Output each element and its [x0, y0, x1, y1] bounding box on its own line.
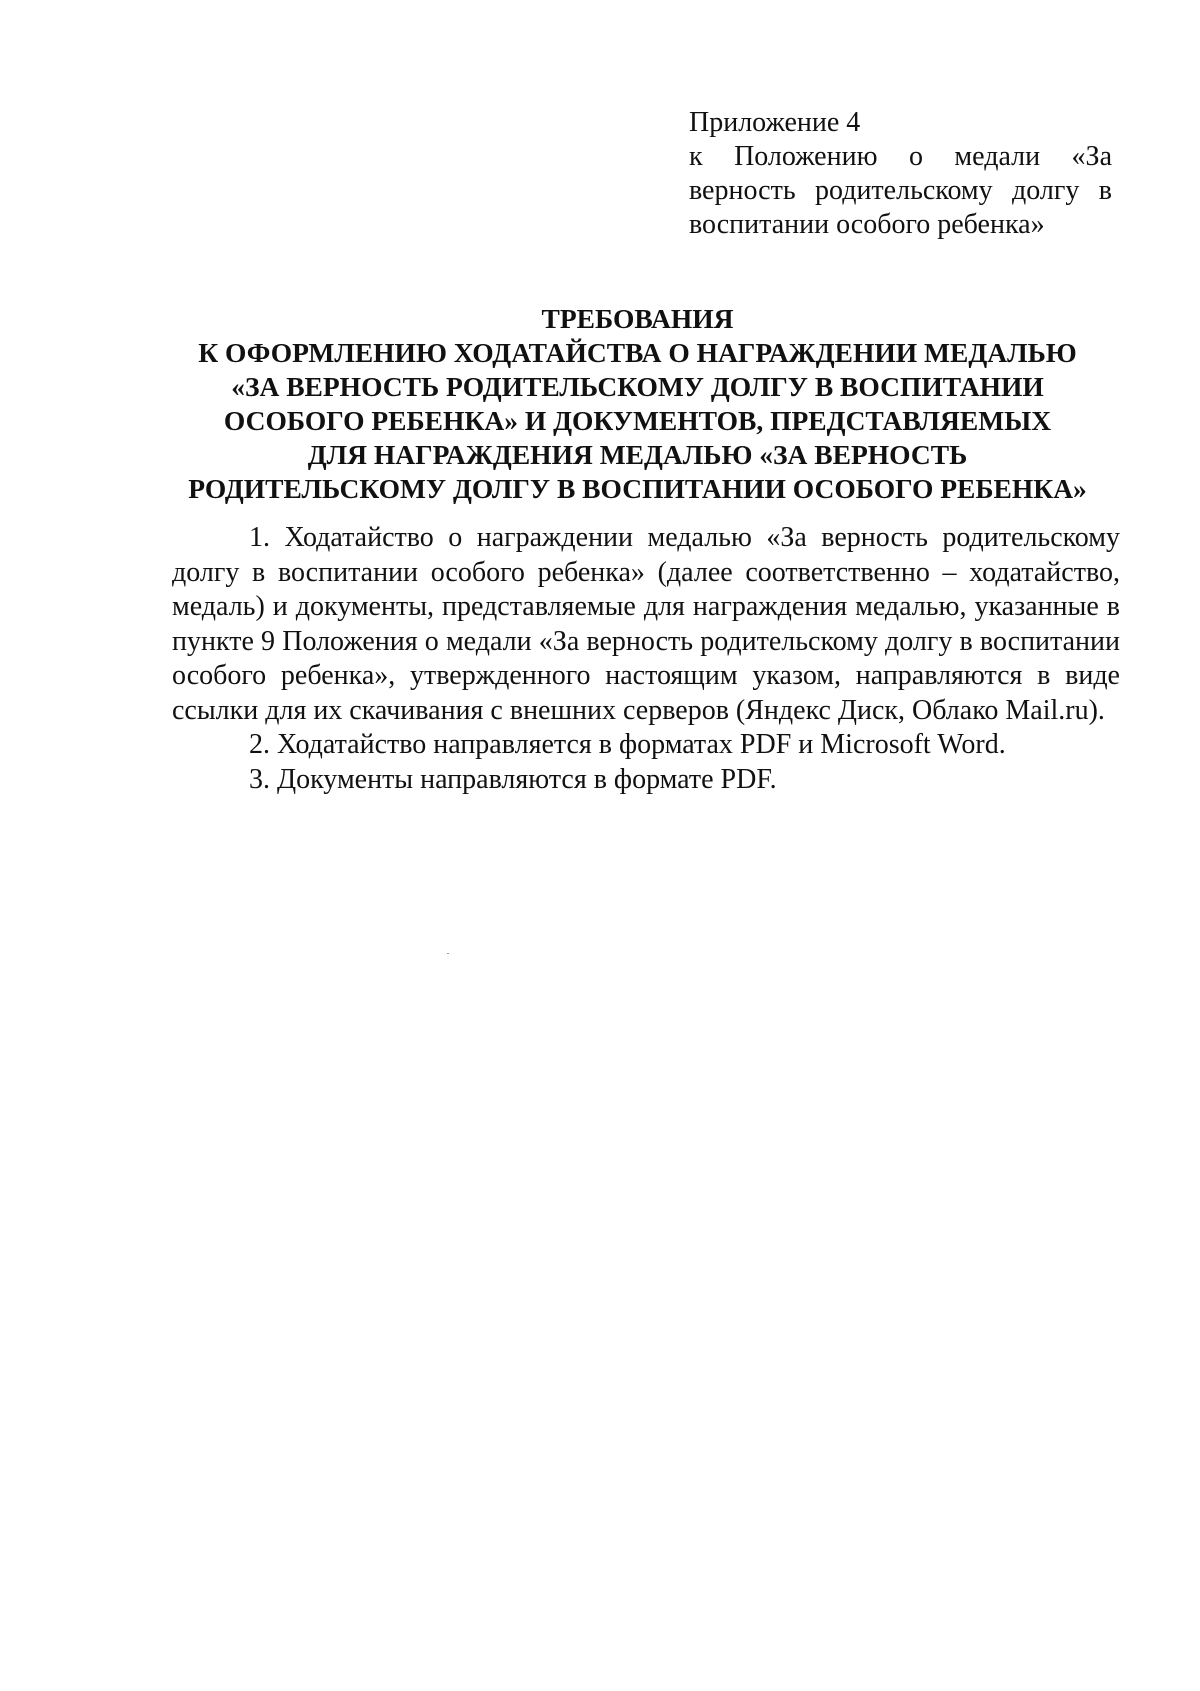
- appendix-number: Приложение 4: [689, 107, 861, 138]
- title-line: К ОФОРМЛЕНИЮ ХОДАТАЙСТВА О НАГРАЖДЕНИИ МЕДАЛЬЮ: [198, 337, 1077, 368]
- title-line: ОСОБОГО РЕБЕНКА» И ДОКУМЕНТОВ, ПРЕДСТАВЛЯЕМЫХ: [223, 405, 1052, 436]
- paragraph-item-2: 2. Ходатайство направляется в форматах PDF и Microsoft Word.: [249, 729, 1006, 760]
- appendix-reference-line: верность родительскому долгу в: [689, 175, 1112, 206]
- paragraph-item-1: 1. Ходатайство о награждении медалью «За верность родительскому долгу в воспитании особого ребенка» (далее соответственно – ходатайство, медаль) и документы, представляемые для награждения медалью, указанные в пункте 9 Положения о медали «За верность родительскому долгу в воспитании особого ребенка», утвержденного настоящим указом, направляются в виде ссылки для их скачивания с внешних серверов (Яндекс Диск, Облако Mail.ru).: [172, 522, 1120, 726]
- title-line: ДЛЯ НАГРАЖДЕНИЯ МЕДАЛЬЮ «ЗА ВЕРНОСТЬ: [307, 439, 968, 470]
- appendix-reference-line: к Положению о медали «За: [689, 141, 1112, 172]
- title-line: РОДИТЕЛЬСКОМУ ДОЛГУ В ВОСПИТАНИИ ОСОБОГО РЕБЕНКА»: [188, 473, 1087, 504]
- appendix-note: [689, 106, 1112, 242]
- appendix-reference-line: воспитании особого ребенка»: [689, 209, 1045, 240]
- title-line: «ЗА ВЕРНОСТЬ РОДИТЕЛЬСКОМУ ДОЛГУ В ВОСПИТАНИИ: [231, 371, 1044, 402]
- paragraph-item-3: 3. Документы направляются в формате PDF.: [249, 763, 777, 795]
- document-body: [172, 521, 1120, 797]
- document-title: [150, 302, 1125, 506]
- scan-speck: [447, 953, 449, 954]
- title-line: ТРЕБОВАНИЯ: [541, 303, 734, 334]
